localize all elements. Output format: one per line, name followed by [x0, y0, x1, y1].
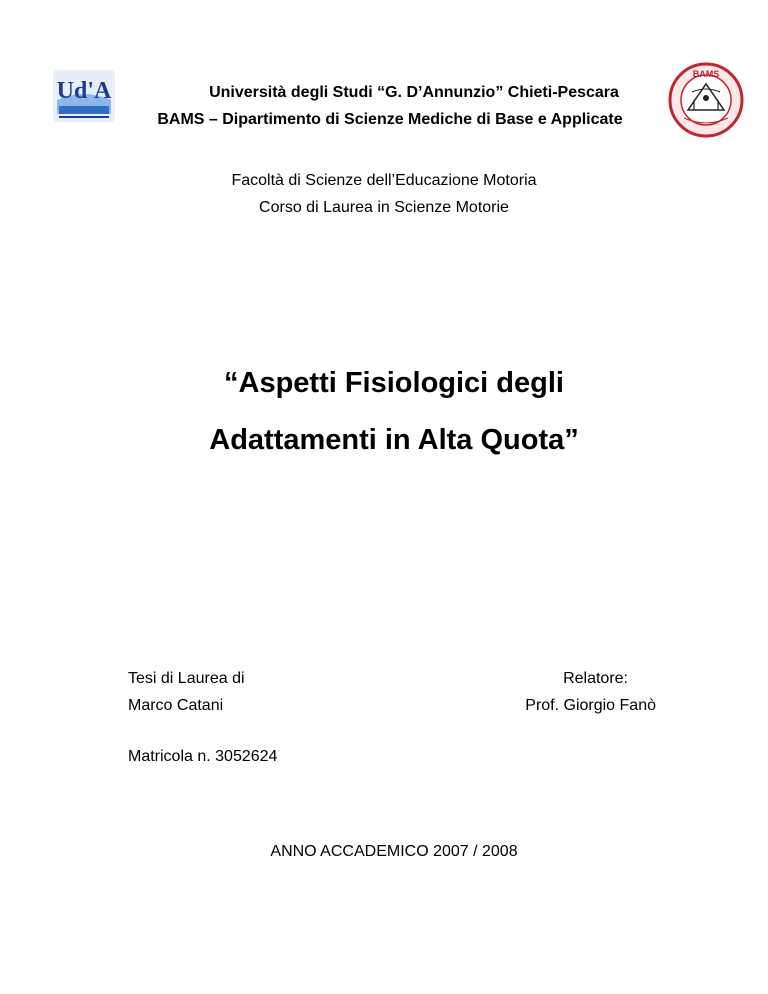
author-name: Marco Catani [128, 697, 224, 714]
academic-year: ANNO ACCADEMICO 2007 / 2008 [270, 843, 518, 860]
course-name: Corso di Laurea in Scienze Motorie [259, 199, 509, 216]
department-name: BAMS – Dipartimento di Scienze Mediche di Base e Applicate [157, 111, 623, 128]
author-label: Tesi di Laurea di [128, 670, 245, 687]
advisor-name: Prof. Giorgio Fanò [525, 697, 656, 714]
university-name: Università degli Studi “G. D’Annunzio” Chieti-Pescara [209, 84, 619, 101]
advisor-label: Relatore: [563, 670, 628, 687]
thesis-title-line-1: “Aspetti Fisiologici degli [224, 367, 564, 399]
svg-text:Ud'A: Ud'A [56, 78, 112, 104]
faculty-name: Facoltà di Scienze dell’Educazione Motoria [231, 172, 537, 189]
thesis-title-line-2: Adattamenti in Alta Quota” [209, 424, 579, 456]
student-id-number: Matricola n. 3052624 [128, 748, 278, 765]
svg-text:BAMS: BAMS [692, 69, 720, 79]
